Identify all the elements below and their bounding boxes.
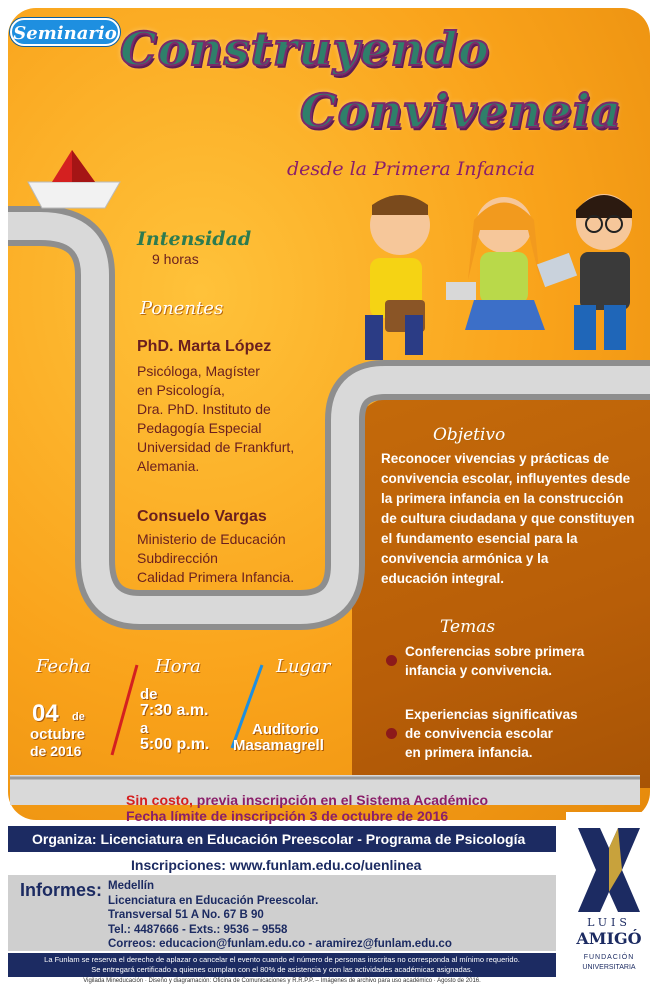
luis-amigo-logo [566,812,652,982]
credits-line: Vigilada Mineducación · Diseño y diagramación: Oficina de Comunicaciones y R.R.P.P. – Imágenes de archivo para uso académico · Agosto de 2016. [83,978,481,984]
themes-label: Temas [440,617,496,637]
info-line: Tel.: 4487666 - Exts.: 9536 – 9558 [108,923,288,936]
theme-line: Experiencias significativas [405,707,578,722]
place-line-2: Masamagrell [233,737,324,754]
title-line-1: Construyendo [120,22,490,76]
title-line-2: Conviveneia [300,84,622,138]
date-label: Fecha [36,656,91,677]
speaker2-bio-line: Subdirección [137,550,218,566]
date-de: de [72,711,85,723]
organizer-bar: Organiza: Licenciatura en Educación Preescolar - Programa de Psicología [8,826,556,852]
intensity-label: Intensidad [137,228,252,250]
registration-link[interactable]: Inscripciones: www.funlam.edu.co/uenlinea [131,857,422,873]
info-line: Medellín [108,880,155,892]
intensity-value: 9 horas [152,251,199,267]
speaker2-name: Consuelo Vargas [137,508,267,525]
speaker1-bio [137,362,294,476]
date-year: de 2016 [30,743,82,759]
objective-line: educación integral. [381,571,505,586]
disclaimer-bar [8,953,556,977]
children-illustration [365,194,632,360]
speakers-label: Ponentes [140,298,224,319]
paper-boat-icon [28,150,120,208]
objective-text [381,449,643,589]
theme-line: infancia y convivencia. [405,663,553,678]
info-line: Licenciatura en Educación Preescolar. [108,894,319,907]
speaker1-name: PhD. Marta López [137,338,272,355]
logo-text-1: LUIS [587,916,631,929]
info-line: Correos: educacion@funlam.edu.co - aramirez@funlam.edu.co [108,938,452,950]
theme-line: en primera infancia. [405,745,533,760]
deadline-line: Fecha límite de inscripción 3 de octubre de 2016 [126,808,449,824]
speaker1-bio-line: Alemania. [137,458,200,474]
bullet-icon [386,728,397,739]
date-day: 04 [32,700,59,727]
info-line: Transversal 51 A No. 67 B 90 [108,909,264,921]
bullet-icon [386,655,397,666]
cost-rest: previa inscripción en el Sistema Académico [192,792,489,808]
hour-a: a [140,720,149,737]
disclaimer-line: Se entregará certificado a quienes cumplan con el 80% de asistencia y con las actividades académicas asignadas. [91,965,473,974]
speaker1-bio-line: Universidad de Frankfurt, [137,439,295,455]
theme-item-2 [405,705,578,762]
hour-label: Hora [155,656,201,677]
speaker2-bio-line: Calidad Primera Infancia. [137,569,295,585]
objective-line: de cultura ciudadana y que constituyen [381,511,635,526]
objective-line: convivencia escolar, influyentes desde [381,471,631,486]
objective-line: convivencia armónica y la [381,551,549,566]
logo-text-3: FUNDACIÓN [583,954,635,961]
objective-line: Reconocer vivencias y prácticas de [381,451,610,466]
place-label: Lugar [276,656,331,677]
objective-label: Objetivo [433,425,506,445]
seminar-badge: Seminario [10,18,120,46]
speaker1-bio-line: Dra. PhD. Instituto de [137,401,271,417]
theme-line: Conferencias sobre primera [405,644,585,659]
place-line-1: Auditorio [252,721,319,738]
speaker1-bio-line: Psicóloga, Magíster [137,363,260,379]
hour-end: 5:00 p.m. [140,736,210,753]
speaker1-bio-line: Pedagogía Especial [137,420,262,436]
logo-text-2: AMIGÓ [576,929,642,948]
cost-free: Sin costo, [126,792,193,808]
logo-text-4: UNIVERSITARIA [582,964,636,971]
subtitle: desde la Primera Infancia [287,158,536,180]
date-month: octubre [30,726,86,743]
hour-start: 7:30 a.m. [140,702,209,719]
theme-item-1 [405,642,584,680]
theme-line: de convivencia escolar [405,726,553,741]
speaker1-bio-line: en Psicología, [137,382,225,398]
objective-line: la primera infancia en la construcción [381,491,624,506]
info-label: Informes: [20,880,103,900]
objective-line: el fundamento esencial para la [381,531,578,546]
speaker2-bio-line: Ministerio de Educación [137,531,286,547]
info-details [108,879,452,952]
speaker2-bio [137,530,294,587]
disclaimer-line: La Funlam se reserva el derecho de aplazar o cancelar el evento cuando el número de personas inscritas no corresponda al mínimo requerido. [44,955,520,964]
hour-de: de [140,686,158,703]
cost-line [126,792,488,808]
